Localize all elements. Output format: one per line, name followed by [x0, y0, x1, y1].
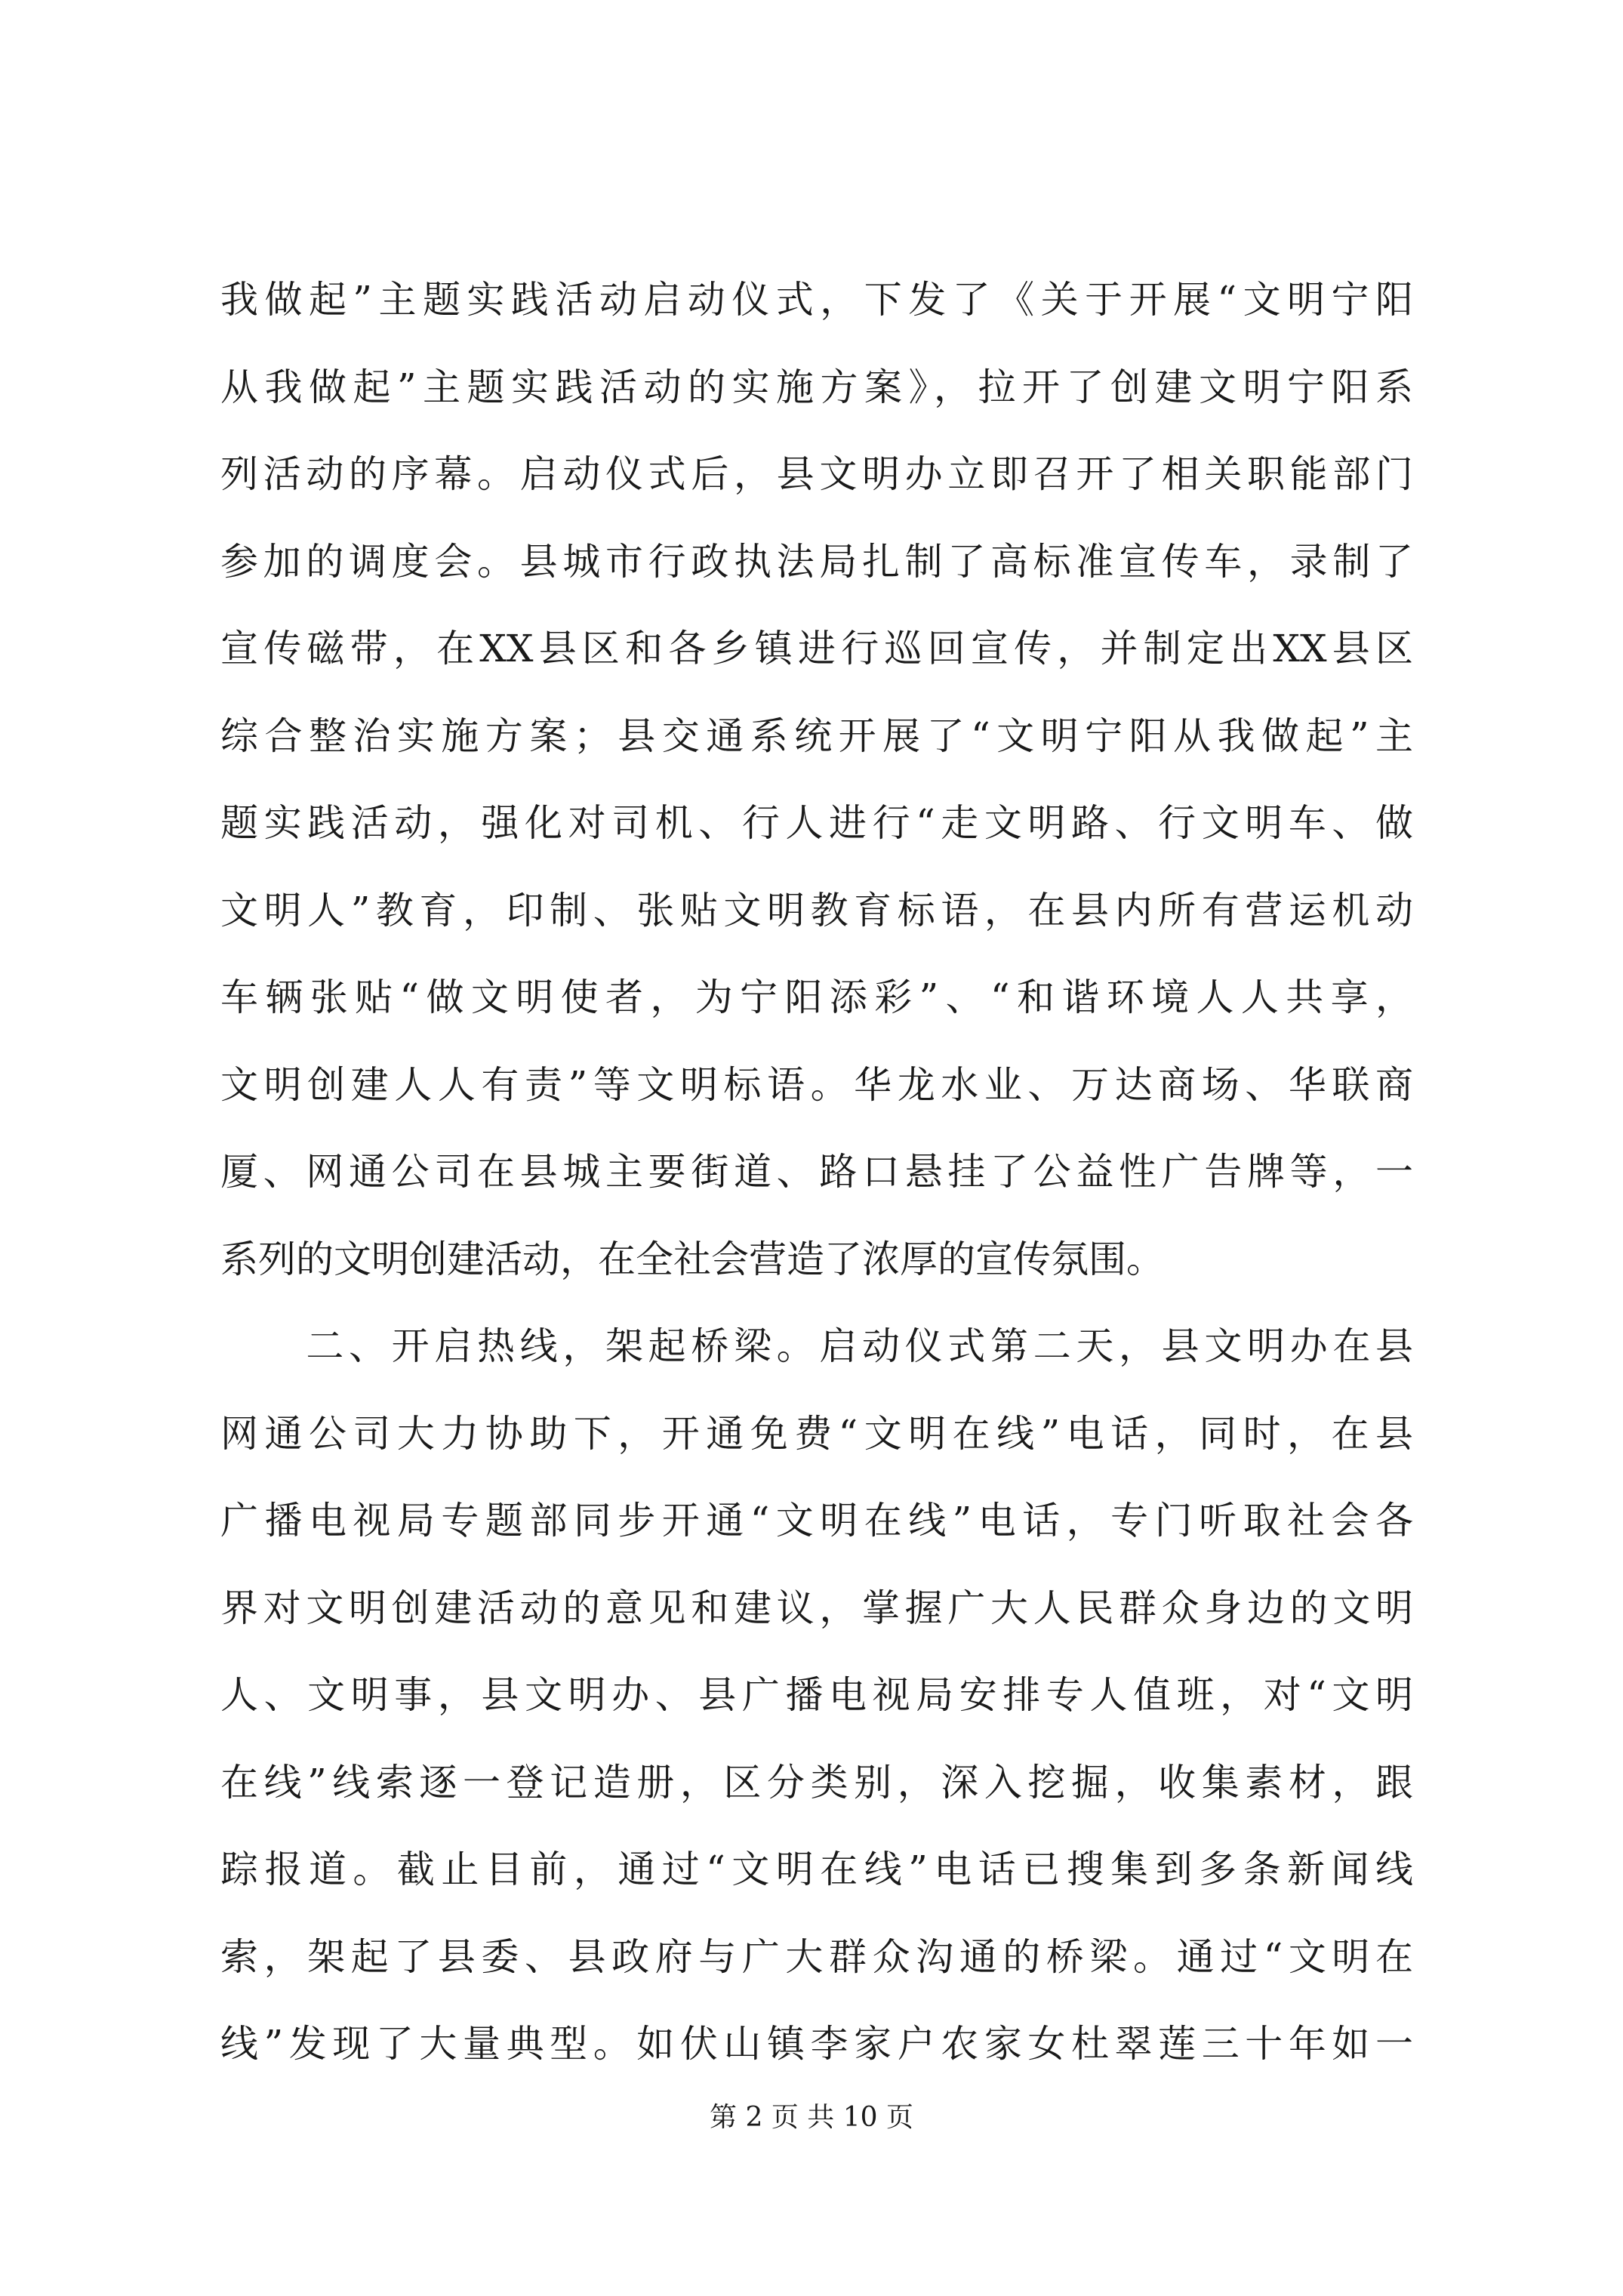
text-line: 广播电视局专题部同步开通“文明在线”电话，专门听取社会各 — [220, 1499, 1413, 1542]
text-line: 系列的文明创建活动，在全社会营造了浓厚的宣传氛围。 — [220, 1237, 1164, 1281]
text-line: 文明创建人人有责”等文明标语。华龙水业、万达商场、华联商 — [220, 1062, 1413, 1107]
text-line: 文明人”教育，印制、张贴文明教育标语，在县内所有营运机动 — [220, 888, 1413, 932]
page-number-label: 第 2 页 共 10 页 — [710, 2102, 913, 2133]
text-line: 界对文明创建活动的意见和建议，掌握广大人民群众身边的文明 — [220, 1586, 1413, 1630]
text-line: 宣传磁带，在XX县区和各乡镇进行巡回宣传，并制定出XX县区 — [220, 627, 1413, 670]
text-line: 参加的调度会。县城市行政执法局扎制了高标准宣传车，录制了 — [220, 539, 1413, 584]
text-line: 二、开启热线，架起桥梁。启动仪式第二天，县文明办在县 — [220, 1324, 1413, 1368]
text-line: 线”发现了大量典型。如伏山镇李家户农家女杜翠莲三十年如一 — [220, 2022, 1413, 2066]
text-line: 从我做起”主题实践活动的实施方案》，拉开了创建文明宁阳系 — [220, 365, 1413, 409]
page-footer — [0, 2099, 1623, 2137]
text-line: 网通公司大力协助下，开通免费“文明在线”电话，同时，在县 — [220, 1411, 1413, 1456]
text-line: 人、文明事，县文明办、县广播电视局安排专人值班，对“文明 — [220, 1673, 1413, 1717]
text-line: 索，架起了县委、县政府与广大群众沟通的桥梁。通过“文明在 — [220, 1934, 1413, 1979]
document-body — [220, 257, 1413, 2088]
text-line: 列活动的序幕。启动仪式后，县文明办立即召开了相关职能部门 — [220, 452, 1413, 496]
text-line: 车辆张贴“做文明使者，为宁阳添彩”、“和谐环境人人共享， — [220, 975, 1413, 1019]
text-line: 厦、网通公司在县城主要街道、路口悬挂了公益性广告牌等，一 — [220, 1150, 1413, 1194]
text-line: 综合整治实施方案；县交通系统开展了“文明宁阳从我做起”主 — [220, 713, 1413, 758]
text-line: 题实践活动，强化对司机、行人进行“走文明路、行文明车、做 — [220, 801, 1413, 845]
text-line: 我做起”主题实践活动启动仪式，下发了《关于开展“文明宁阳 — [220, 278, 1413, 322]
text-line: 踪报道。截止目前，通过“文明在线”电话已搜集到多条新闻线 — [220, 1848, 1413, 1891]
text-line: 在线”线索逐一登记造册，区分类别，深入挖掘，收集素材，跟 — [220, 1760, 1413, 1804]
